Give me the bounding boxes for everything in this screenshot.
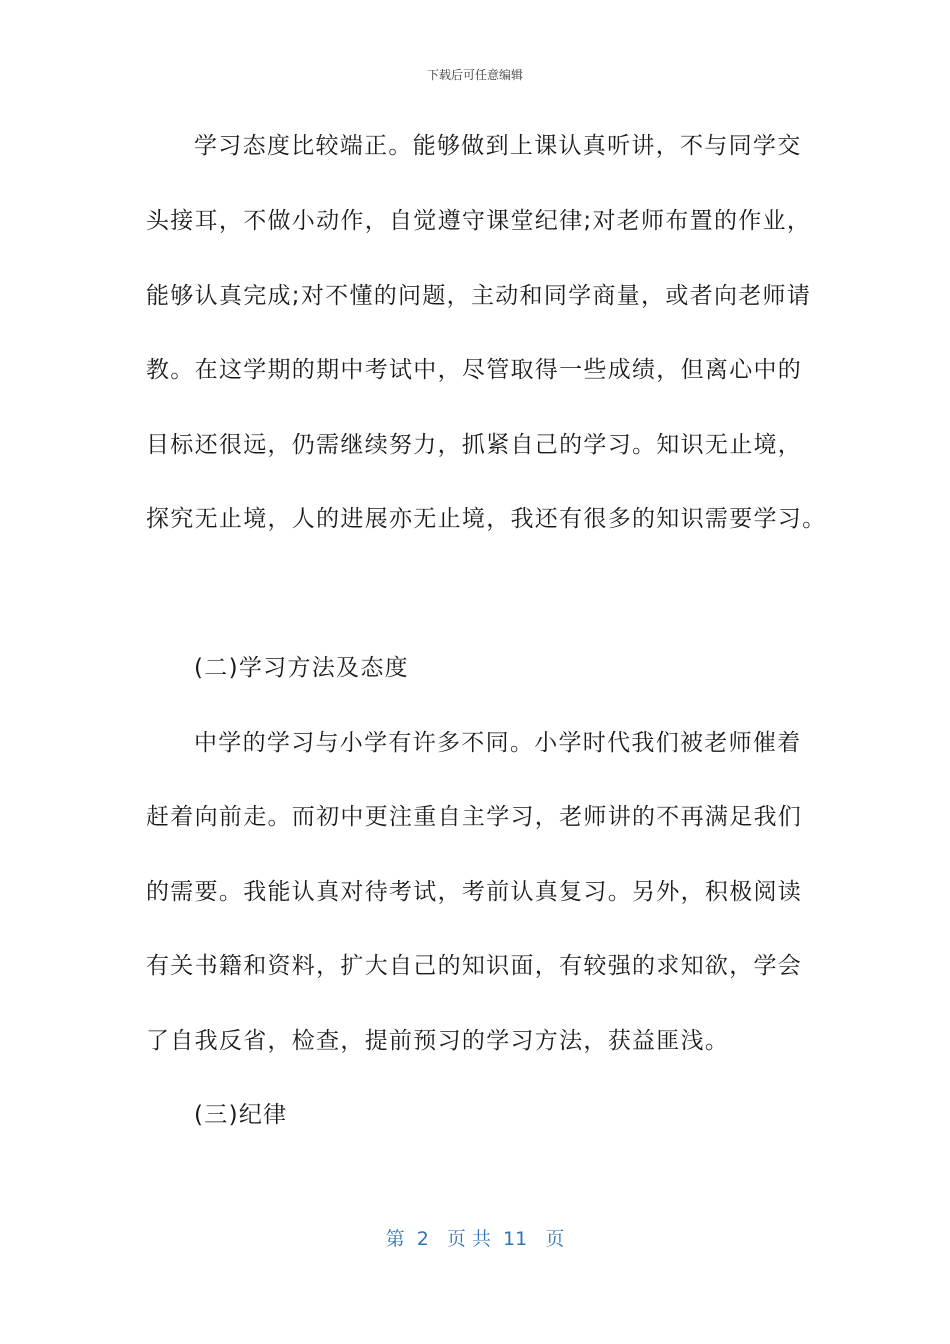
paragraph-line: 有关书籍和资料，扩大自己的知识面，有较强的求知欲，学会: [146, 953, 803, 979]
paragraph-line: 的需要。我能认真对待考试，考前认真复习。另外，积极阅读: [146, 879, 803, 905]
paragraph-line: 了自我反省，检查，提前预习的学习方法，获益匪浅。: [146, 1028, 730, 1054]
section-heading: (三)纪律: [194, 1102, 288, 1128]
page-number-footer: 第 2 页 共 11 页: [385, 1228, 565, 1250]
paragraph-line: 能够认真完成;对不懂的问题，主动和同学商量，或者向老师请: [146, 283, 812, 309]
paragraph-line: 中学的学习与小学有许多不同。小学时代我们被老师催着: [194, 730, 802, 756]
paragraph-line: 教。在这学期的期中考试中，尽管取得一些成绩，但离心中的: [146, 357, 803, 383]
paragraph-line: 学习态度比较端正。能够做到上课认真听讲，不与同学交: [194, 133, 802, 159]
paragraph-line: 头接耳，不做小动作，自觉遵守课堂纪律;对老师布置的作业，: [146, 208, 812, 234]
section-heading: (二)学习方法及态度: [194, 655, 409, 681]
paragraph-line: 赶着向前走。而初中更注重自主学习，老师讲的不再满足我们: [146, 804, 803, 830]
header-note: 下载后可任意编辑: [426, 68, 523, 82]
paragraph-line: 探究无止境，人的进展亦无止境，我还有很多的知识需要学习。: [146, 506, 827, 532]
paragraph-line: 目标还很远，仍需继续努力，抓紧自己的学习。知识无止境，: [146, 432, 803, 458]
